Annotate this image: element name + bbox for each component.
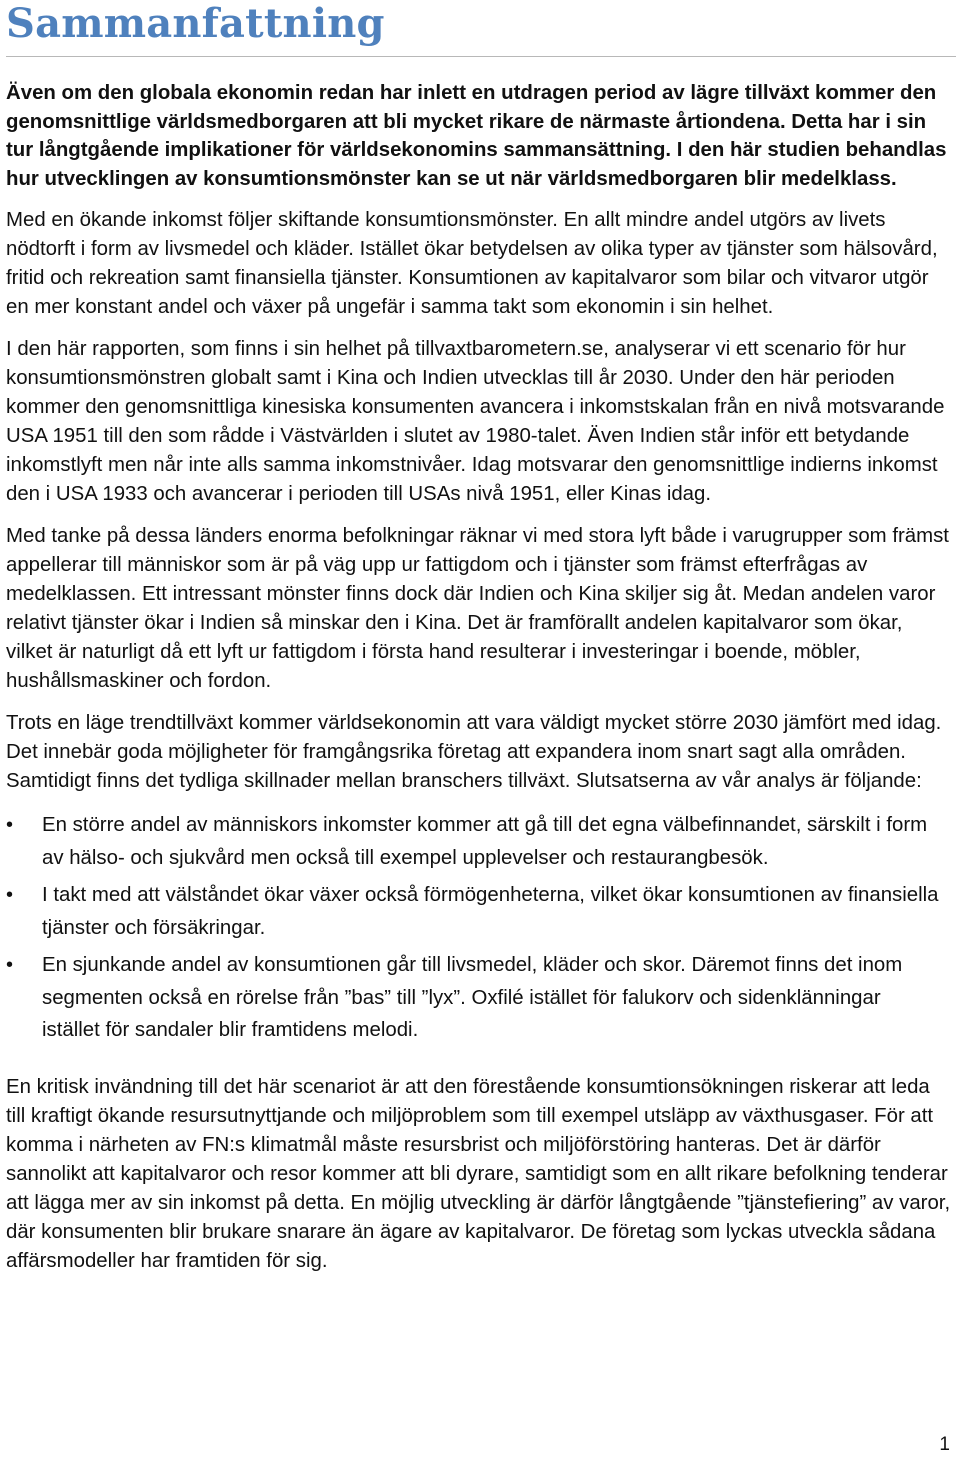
list-item — [6, 879, 944, 944]
paragraph-population: Med tanke på dessa länders enorma befolkningar räknar vi med stora lyft både i varugrupper som främst appellerar till människor som är på väg upp ur fattigdom och i tjänster som främst efterfrågas av medelklassen. Ett intressant mönster finns dock där Indien och Kina skiljer sig åt. Medan andelen varor relativt tjänster ökar i Indien så minskar den i Kina. Det är framförallt andelen kapitalvaror som ökar, vilket är naturligt då ett lyft ur fattigdom i första hand resulterar i investeringar i boende, möbler, hushållsmaskiner och fordon. — [6, 525, 949, 692]
list-item — [6, 949, 944, 1047]
paragraph-critique: En kritisk invändning till det här scenariot är att den förestående konsumtionsökningen riskerar att leda till kraftigt ökande resursutnyttjande och miljöproblem som till exempel utsläpp av växthusgaser. För att komma i närheten av FN:s klimatmål måste resursbrist och miljöförstöring hanteras. Det är därför sannolikt att kapitalvaror och resor kommer att bli dyrare, samtidigt som en allt rikare befolkning tenderar att lägga mer av sin inkomst på detta. En möjlig utveckling är därför långtgående ”tjänstefiering” av varor, där konsumenten blir brukare snarare än ägare av kapitalvaror. De företag som lyckas utveckla sådana affärsmodeller har framtiden för sig. — [6, 1075, 951, 1272]
bullet-icon: • — [6, 814, 14, 836]
bullet-icon: • — [6, 884, 14, 906]
intro-paragraph: Även om den globala ekonomin redan har inlett en utdragen period av lägre tillväxt kommer den genomsnittlige världsmedborgaren att bli mycket rikare de närmaste årtiondena. Detta har i sin tur långtgående implikationer för världsekonomins sammansättning. I den här studien behandlas hur utvecklingen av konsumtionsmönster kan se ut när världsmedborgaren blir medelklass. — [6, 82, 947, 190]
list-item-text: En större andel av människors inkomster kommer att gå till det egna välbefinnandet, särskilt i form av hälso- och sjukvård men också till exempel upplevelser och restaurangbesök. — [42, 814, 928, 869]
paragraph-report-scenario: I den här rapporten, som finns i sin helhet på tillvaxtbarometern.se, analyserar vi ett scenario för hur konsumtionsmönstren globalt samt i Kina och Indien utvecklas till år 2030. Under den här perioden kommer den genomsnittliga kinesiska konsumenten avancera i inkomstskalan från en nivå motsvarande USA 1951 till den som rådde i Västvärlden i slutet av 1980-talet. Även Indien står inför ett betydande inkomstlyft men når inte alls samma inkomstnivåer. Idag motsvarar den genomsnittlige indierns inkomst den i USA 1933 och avancerar i perioden till USAs nivå 1951, eller Kinas idag. — [6, 338, 945, 505]
list-item — [6, 809, 944, 874]
title-divider — [6, 56, 956, 57]
list-item-text: I takt med att välståndet ökar växer också förmögenheterna, vilket ökar konsumtionen av finansiella tjänster och försäkringar. — [42, 884, 939, 939]
bullet-icon: • — [6, 954, 14, 976]
list-item-text: En sjunkande andel av konsumtionen går till livsmedel, kläder och skor. Däremot finns det inom segmenten också en rörelse från ”bas” till ”lyx”. Oxfilé istället för falukorv och sidenklänningar istället för sandaler blir framtidens melodi. — [42, 954, 903, 1041]
paragraph-trend-growth: Trots en läge trendtillväxt kommer världsekonomin att vara väldigt mycket större 2030 jämfört med idag. Det innebär goda möjligheter för framgångsrika företag att expandera inom snart sagt alla områden. Samtidigt finns det tydliga skillnader mellan branschers tillväxt. Slutsatserna av vår analys är följande: — [6, 712, 942, 792]
paragraph-consumption-patterns: Med en ökande inkomst följer skiftande konsumtionsmönster. En allt mindre andel utgörs av livets nödtorft i form av livsmedel och kläder. Istället ökar betydelsen av olika typer av tjänster som hälsovård, fritid och rekreation samt finansiella tjänster. Konsumtionen av kapitalvaror som bilar och vitvaror utgör en mer konstant andel och växer på ungefär i samma takt som ekonomin i sin helhet. — [6, 209, 938, 318]
page-title: Sammanfattning — [6, 0, 385, 47]
conclusions-list — [6, 809, 950, 1047]
document-body — [6, 79, 950, 1276]
page-number: 1 — [939, 1434, 950, 1455]
